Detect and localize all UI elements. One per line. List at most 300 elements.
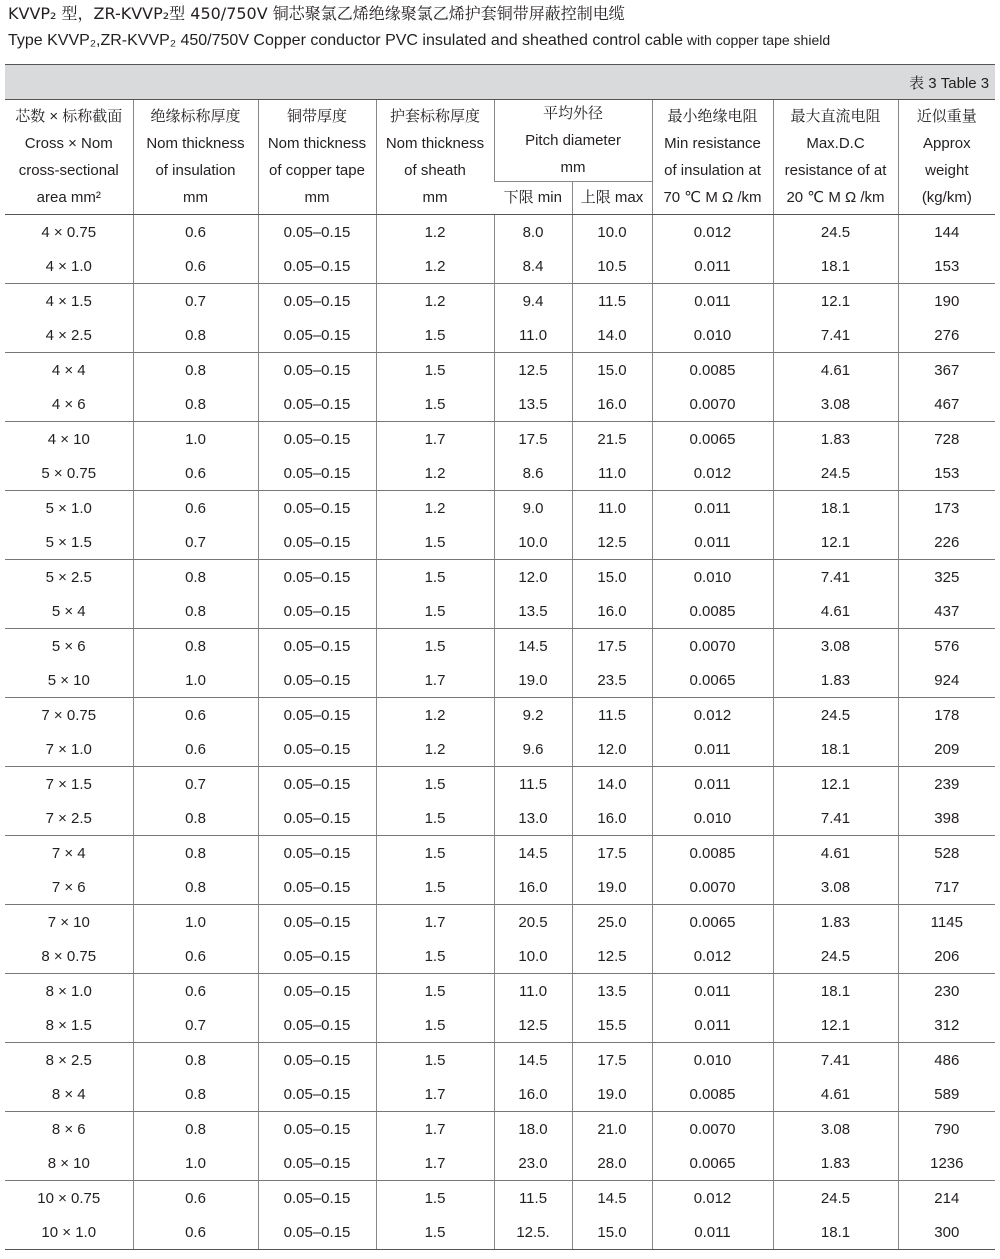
cell-sheath: 1.2 <box>376 698 494 733</box>
cell-sheath: 1.5 <box>376 1043 494 1078</box>
cell-cross-section: 8 × 0.75 <box>5 939 133 974</box>
cell-diameter-max: 23.5 <box>572 663 652 698</box>
cell-cross-section: 8 × 1.5 <box>5 1008 133 1043</box>
cell-weight: 239 <box>898 767 995 802</box>
header-diameter-max: 上限 max <box>572 182 652 215</box>
cell-insulation: 0.8 <box>133 801 258 836</box>
cell-insulation: 0.8 <box>133 353 258 388</box>
cell-min-resistance: 0.011 <box>652 1008 773 1043</box>
header-pitch-diameter: 平均外径 Pitch diameter mm <box>494 100 652 182</box>
cell-min-resistance: 0.0070 <box>652 387 773 422</box>
cell-diameter-max: 14.0 <box>572 767 652 802</box>
cell-min-resistance: 0.010 <box>652 1043 773 1078</box>
cell-copper-tape: 0.05–0.15 <box>258 353 376 388</box>
cell-diameter-max: 14.5 <box>572 1181 652 1216</box>
cell-sheath: 1.2 <box>376 491 494 526</box>
table-row <box>5 1146 995 1181</box>
cell-cross-section: 5 × 4 <box>5 594 133 629</box>
cell-min-resistance: 0.010 <box>652 560 773 595</box>
cell-min-resistance: 0.0070 <box>652 629 773 664</box>
cell-weight: 276 <box>898 318 995 353</box>
table-row <box>5 836 995 871</box>
cell-max-dc-resistance: 18.1 <box>773 974 898 1009</box>
cell-sheath: 1.5 <box>376 629 494 664</box>
cell-sheath: 1.2 <box>376 284 494 319</box>
cell-cross-section: 10 × 1.0 <box>5 1215 133 1250</box>
cell-max-dc-resistance: 3.08 <box>773 1112 898 1147</box>
cell-diameter-min: 8.0 <box>494 215 572 250</box>
cell-max-dc-resistance: 7.41 <box>773 560 898 595</box>
cell-max-dc-resistance: 12.1 <box>773 767 898 802</box>
cell-sheath: 1.5 <box>376 387 494 422</box>
cell-weight: 790 <box>898 1112 995 1147</box>
cell-sheath: 1.7 <box>376 1112 494 1147</box>
cell-sheath: 1.7 <box>376 663 494 698</box>
cell-weight: 209 <box>898 732 995 767</box>
cell-diameter-max: 21.5 <box>572 422 652 457</box>
cell-diameter-min: 14.5 <box>494 836 572 871</box>
cell-diameter-min: 8.6 <box>494 456 572 491</box>
header-sheath-thickness: 护套标称厚度 Nom thickness of sheath mm <box>376 100 494 215</box>
cell-weight: 226 <box>898 525 995 560</box>
cell-cross-section: 8 × 2.5 <box>45 1051 92 1069</box>
cell-sheath: 1.5 <box>376 870 494 905</box>
cell-sheath: 1.5 <box>376 939 494 974</box>
cell-diameter-min: 11.5 <box>494 1181 572 1216</box>
cell-sheath: 1.5 <box>376 594 494 629</box>
cell-cross-section: 7 × 2.5 <box>5 801 133 836</box>
cell-diameter-max: 16.0 <box>572 594 652 629</box>
cell-sheath: 1.5 <box>376 1181 494 1216</box>
cell-cross-section: 4 × 10 <box>47 430 90 448</box>
cell-copper-tape: 0.05–0.15 <box>258 974 376 1009</box>
document-title-en <box>8 28 830 53</box>
cell-copper-tape: 0.05–0.15 <box>258 387 376 422</box>
cell-weight: 300 <box>898 1215 995 1250</box>
table-row <box>5 905 995 940</box>
cell-cross-section: 7 × 10 <box>47 913 90 931</box>
cell-copper-tape: 0.05–0.15 <box>258 422 376 457</box>
header-diameter-min: 下限 min <box>494 182 572 215</box>
cell-diameter-min: 10.0 <box>494 525 572 560</box>
cell-max-dc-resistance: 7.41 <box>773 801 898 836</box>
cell-copper-tape: 0.05–0.15 <box>258 629 376 664</box>
cell-min-resistance: 0.012 <box>652 698 773 733</box>
cell-weight: 1236 <box>898 1146 995 1181</box>
cell-cross-section: 8 × 4 <box>5 1077 133 1112</box>
cell-max-dc-resistance: 1.83 <box>773 422 898 457</box>
cell-copper-tape: 0.05–0.15 <box>258 318 376 353</box>
cell-max-dc-resistance: 4.61 <box>773 836 898 871</box>
cell-sheath: 1.2 <box>376 215 494 250</box>
cell-diameter-min: 20.5 <box>494 905 572 940</box>
cell-cross-section: 5 × 1.0 <box>45 499 92 517</box>
cell-copper-tape: 0.05–0.15 <box>258 1077 376 1112</box>
cell-cross-section: 5 × 10 <box>5 663 133 698</box>
cell-insulation: 1.0 <box>133 905 258 940</box>
table-row <box>5 801 995 836</box>
cell-weight: 367 <box>898 353 995 388</box>
cell-cross-section: 8 × 10 <box>5 1146 133 1181</box>
cell-diameter-min: 16.0 <box>494 1077 572 1112</box>
cell-sheath: 1.7 <box>376 1077 494 1112</box>
cell-sheath: 1.5 <box>376 801 494 836</box>
cell-insulation: 0.6 <box>133 215 258 250</box>
cell-sheath: 1.5 <box>376 560 494 595</box>
cell-max-dc-resistance: 3.08 <box>773 629 898 664</box>
cell-max-dc-resistance: 24.5 <box>773 215 898 250</box>
cell-weight: 190 <box>898 284 995 319</box>
cell-cross-section: 4 × 2.5 <box>5 318 133 353</box>
cell-diameter-max: 15.5 <box>572 1008 652 1043</box>
cell-sheath: 1.5 <box>376 836 494 871</box>
cell-copper-tape: 0.05–0.15 <box>258 1008 376 1043</box>
cell-insulation: 1.0 <box>133 422 258 457</box>
cell-min-resistance: 0.0085 <box>652 836 773 871</box>
cell-diameter-min: 14.5 <box>494 1043 572 1078</box>
header-copper-tape-thickness: 铜带厚度 Nom thickness of copper tape mm <box>258 100 376 215</box>
cell-insulation: 0.7 <box>133 767 258 802</box>
cell-insulation: 0.6 <box>133 698 258 733</box>
cell-copper-tape: 0.05–0.15 <box>258 491 376 526</box>
cell-copper-tape: 0.05–0.15 <box>258 1043 376 1078</box>
cell-copper-tape: 0.05–0.15 <box>258 836 376 871</box>
cell-insulation: 0.8 <box>133 836 258 871</box>
table-row <box>5 1008 995 1043</box>
cell-max-dc-resistance: 18.1 <box>773 249 898 284</box>
cell-diameter-max: 12.0 <box>572 732 652 767</box>
cell-cross-section: 7 × 1.5 <box>45 775 92 793</box>
cell-insulation: 0.6 <box>133 732 258 767</box>
cell-diameter-min: 12.5 <box>494 1008 572 1043</box>
table-row <box>5 525 995 560</box>
cell-min-resistance: 0.012 <box>652 456 773 491</box>
cell-sheath: 1.2 <box>376 456 494 491</box>
cell-min-resistance: 0.0085 <box>652 1077 773 1112</box>
cell-diameter-max: 10.0 <box>572 215 652 250</box>
cell-weight: 467 <box>898 387 995 422</box>
cell-diameter-max: 28.0 <box>572 1146 652 1181</box>
cell-diameter-min: 9.6 <box>494 732 572 767</box>
cell-min-resistance: 0.011 <box>652 284 773 319</box>
cell-diameter-max: 19.0 <box>572 870 652 905</box>
table-row <box>5 215 995 250</box>
cell-sheath: 1.5 <box>376 1215 494 1250</box>
spec-table <box>5 64 995 1250</box>
cell-weight: 528 <box>898 836 995 871</box>
table-row <box>5 1112 995 1147</box>
cell-sheath: 1.7 <box>376 422 494 457</box>
cell-weight: 206 <box>898 939 995 974</box>
cell-insulation: 0.8 <box>133 387 258 422</box>
header-cross-section: 芯数 × 标称截面 Cross × Nom cross-sectional area mm² <box>5 100 133 215</box>
cell-max-dc-resistance: 1.83 <box>773 1146 898 1181</box>
table-row <box>5 491 995 526</box>
cell-copper-tape: 0.05–0.15 <box>258 870 376 905</box>
cell-cross-section: 4 × 1.5 <box>45 292 92 310</box>
cell-diameter-max: 12.5 <box>572 939 652 974</box>
cell-copper-tape: 0.05–0.15 <box>258 215 376 250</box>
title-en-tail: with copper tape shield <box>683 32 831 48</box>
cell-diameter-min: 8.4 <box>494 249 572 284</box>
cell-diameter-max: 11.0 <box>572 456 652 491</box>
cell-cross-section: 5 × 0.75 <box>5 456 133 491</box>
cell-min-resistance: 0.011 <box>652 249 773 284</box>
cell-sheath: 1.5 <box>376 974 494 1009</box>
cell-min-resistance: 0.0065 <box>652 905 773 940</box>
cell-max-dc-resistance: 24.5 <box>773 939 898 974</box>
table-caption: 表 3 Table 3 <box>5 65 995 100</box>
cell-insulation: 1.0 <box>133 663 258 698</box>
cell-cross-section: 8 × 1.0 <box>45 982 92 1000</box>
cell-max-dc-resistance: 12.1 <box>773 284 898 319</box>
cell-insulation: 0.8 <box>133 1043 258 1078</box>
cell-cross-section: 7 × 0.75 <box>41 706 97 724</box>
cell-copper-tape: 0.05–0.15 <box>258 594 376 629</box>
cell-diameter-max: 17.5 <box>572 1043 652 1078</box>
cell-min-resistance: 0.011 <box>652 732 773 767</box>
cell-max-dc-resistance: 1.83 <box>773 905 898 940</box>
cell-insulation: 0.8 <box>133 870 258 905</box>
cell-weight: 153 <box>898 456 995 491</box>
cell-min-resistance: 0.011 <box>652 974 773 1009</box>
cell-insulation: 0.7 <box>133 525 258 560</box>
cell-max-dc-resistance: 3.08 <box>773 870 898 905</box>
table-row <box>5 870 995 905</box>
table-body <box>5 215 995 1250</box>
cell-cross-section: 4 × 4 <box>51 361 86 379</box>
cell-min-resistance: 0.012 <box>652 215 773 250</box>
cell-weight: 178 <box>898 698 995 733</box>
title-en-main: Type KVVP₂,ZR-KVVP₂ 450/750V Copper conductor PVC insulated and sheathed control cable <box>8 32 684 49</box>
cell-diameter-max: 11.0 <box>572 491 652 526</box>
cell-min-resistance: 0.012 <box>652 939 773 974</box>
cell-diameter-min: 19.0 <box>494 663 572 698</box>
cell-insulation: 0.8 <box>133 560 258 595</box>
table-row <box>5 732 995 767</box>
cell-diameter-min: 18.0 <box>494 1112 572 1147</box>
header-approx-weight: 近似重量 Approx weight (kg/km) <box>898 100 995 215</box>
table-row <box>5 594 995 629</box>
cell-insulation: 0.8 <box>133 318 258 353</box>
cell-min-resistance: 0.011 <box>652 525 773 560</box>
cell-diameter-min: 11.0 <box>494 974 572 1009</box>
cell-diameter-max: 15.0 <box>572 1215 652 1250</box>
cell-max-dc-resistance: 1.83 <box>773 663 898 698</box>
table-row <box>5 767 995 802</box>
cell-max-dc-resistance: 4.61 <box>773 353 898 388</box>
cell-max-dc-resistance: 4.61 <box>773 594 898 629</box>
cell-copper-tape: 0.05–0.15 <box>258 698 376 733</box>
cell-diameter-max: 19.0 <box>572 1077 652 1112</box>
cell-copper-tape: 0.05–0.15 <box>258 905 376 940</box>
cell-sheath: 1.5 <box>376 1008 494 1043</box>
cell-diameter-min: 12.0 <box>494 560 572 595</box>
cell-copper-tape: 0.05–0.15 <box>258 732 376 767</box>
cell-insulation: 0.6 <box>133 939 258 974</box>
cell-cross-section: 10 × 0.75 <box>37 1189 101 1207</box>
cell-max-dc-resistance: 24.5 <box>773 698 898 733</box>
table-row <box>5 1077 995 1112</box>
cell-diameter-max: 25.0 <box>572 905 652 940</box>
cell-copper-tape: 0.05–0.15 <box>258 284 376 319</box>
cell-min-resistance: 0.0070 <box>652 870 773 905</box>
cell-max-dc-resistance: 4.61 <box>773 1077 898 1112</box>
cell-insulation: 0.7 <box>133 1008 258 1043</box>
cell-copper-tape: 0.05–0.15 <box>258 1146 376 1181</box>
cell-cross-section: 5 × 6 <box>51 637 86 655</box>
cell-diameter-min: 14.5 <box>494 629 572 664</box>
cell-diameter-min: 13.5 <box>494 387 572 422</box>
cell-min-resistance: 0.011 <box>652 491 773 526</box>
cell-diameter-max: 16.0 <box>572 387 652 422</box>
cell-cross-section: 7 × 6 <box>5 870 133 905</box>
cell-insulation: 0.8 <box>133 594 258 629</box>
header-max-dc-resistance: 最大直流电阻 Max.D.C resistance of at 20 ℃ M Ω /km <box>773 100 898 215</box>
cell-sheath: 1.5 <box>376 353 494 388</box>
cell-insulation: 1.0 <box>133 1146 258 1181</box>
cell-min-resistance: 0.0065 <box>652 1146 773 1181</box>
table-row <box>5 939 995 974</box>
cell-cross-section: 4 × 0.75 <box>41 223 97 241</box>
cell-diameter-max: 10.5 <box>572 249 652 284</box>
cell-insulation: 0.6 <box>133 249 258 284</box>
cell-diameter-min: 9.4 <box>494 284 572 319</box>
spec-table-container <box>5 64 995 1250</box>
table-row <box>5 387 995 422</box>
document-title-cn: KVVP₂ 型，ZR-KVVP₂型 450/750V 铜芯聚氯乙烯绝缘聚氯乙烯护套铜带屏蔽控制电缆 <box>8 4 625 23</box>
cell-min-resistance: 0.0085 <box>652 353 773 388</box>
cell-insulation: 0.8 <box>133 1112 258 1147</box>
header-insulation-thickness: 绝缘标称厚度 Nom thickness of insulation mm <box>133 100 258 215</box>
cell-copper-tape: 0.05–0.15 <box>258 767 376 802</box>
cell-sheath: 1.7 <box>376 1146 494 1181</box>
cell-weight: 717 <box>898 870 995 905</box>
table-row <box>5 422 995 457</box>
header-row <box>5 100 995 182</box>
cell-insulation: 0.6 <box>133 491 258 526</box>
cell-max-dc-resistance: 12.1 <box>773 1008 898 1043</box>
table-row <box>5 1043 995 1078</box>
cell-copper-tape: 0.05–0.15 <box>258 1215 376 1250</box>
cell-weight: 214 <box>898 1181 995 1216</box>
cell-max-dc-resistance: 7.41 <box>773 1043 898 1078</box>
cell-weight: 312 <box>898 1008 995 1043</box>
cell-diameter-max: 12.5 <box>572 525 652 560</box>
cell-copper-tape: 0.05–0.15 <box>258 663 376 698</box>
cell-diameter-min: 9.2 <box>494 698 572 733</box>
cell-weight: 924 <box>898 663 995 698</box>
cell-sheath: 1.5 <box>376 318 494 353</box>
cell-cross-section: 7 × 4 <box>51 844 86 862</box>
cell-copper-tape: 0.05–0.15 <box>258 525 376 560</box>
table-row <box>5 249 995 284</box>
header-min-insulation-resistance: 最小绝缘电阻 Min resistance of insulation at 70 ℃ M Ω /km <box>652 100 773 215</box>
cell-min-resistance: 0.0065 <box>652 422 773 457</box>
cell-max-dc-resistance: 24.5 <box>773 1181 898 1216</box>
cell-insulation: 0.6 <box>133 1181 258 1216</box>
cell-insulation: 0.6 <box>133 456 258 491</box>
cell-insulation: 0.6 <box>133 974 258 1009</box>
cell-diameter-max: 13.5 <box>572 974 652 1009</box>
cell-min-resistance: 0.010 <box>652 318 773 353</box>
table-row <box>5 456 995 491</box>
cell-diameter-max: 15.0 <box>572 560 652 595</box>
table-row <box>5 353 995 388</box>
cell-diameter-min: 11.5 <box>494 767 572 802</box>
cell-weight: 230 <box>898 974 995 1009</box>
cell-insulation: 0.8 <box>133 1077 258 1112</box>
cell-cross-section: 4 × 1.0 <box>5 249 133 284</box>
cell-max-dc-resistance: 24.5 <box>773 456 898 491</box>
cell-copper-tape: 0.05–0.15 <box>258 939 376 974</box>
cell-diameter-min: 13.5 <box>494 594 572 629</box>
cell-diameter-max: 17.5 <box>572 836 652 871</box>
table-row <box>5 318 995 353</box>
table-row <box>5 560 995 595</box>
cell-diameter-max: 11.5 <box>572 698 652 733</box>
cell-sheath: 1.7 <box>376 905 494 940</box>
cell-weight: 728 <box>898 422 995 457</box>
table-row <box>5 1181 995 1216</box>
table-row <box>5 629 995 664</box>
cell-diameter-min: 9.0 <box>494 491 572 526</box>
cell-max-dc-resistance: 12.1 <box>773 525 898 560</box>
table-row <box>5 1215 995 1250</box>
cell-copper-tape: 0.05–0.15 <box>258 1181 376 1216</box>
cell-min-resistance: 0.0070 <box>652 1112 773 1147</box>
cell-min-resistance: 0.0085 <box>652 594 773 629</box>
cell-weight: 398 <box>898 801 995 836</box>
cell-weight: 486 <box>898 1043 995 1078</box>
cell-diameter-max: 16.0 <box>572 801 652 836</box>
cell-weight: 576 <box>898 629 995 664</box>
cell-diameter-max: 21.0 <box>572 1112 652 1147</box>
table-row <box>5 663 995 698</box>
cell-sheath: 1.2 <box>376 249 494 284</box>
cell-copper-tape: 0.05–0.15 <box>258 560 376 595</box>
cell-diameter-max: 15.0 <box>572 353 652 388</box>
cell-diameter-min: 12.5 <box>494 353 572 388</box>
table-row <box>5 284 995 319</box>
table-row <box>5 698 995 733</box>
cell-diameter-max: 11.5 <box>572 284 652 319</box>
cell-insulation: 0.6 <box>133 1215 258 1250</box>
cell-min-resistance: 0.012 <box>652 1181 773 1216</box>
cell-max-dc-resistance: 3.08 <box>773 387 898 422</box>
cell-min-resistance: 0.011 <box>652 1215 773 1250</box>
cell-weight: 325 <box>898 560 995 595</box>
cell-max-dc-resistance: 7.41 <box>773 318 898 353</box>
cell-diameter-min: 16.0 <box>494 870 572 905</box>
cell-diameter-min: 13.0 <box>494 801 572 836</box>
cell-sheath: 1.2 <box>376 732 494 767</box>
cell-insulation: 0.8 <box>133 629 258 664</box>
table-caption-row <box>5 65 995 100</box>
cell-diameter-min: 12.5. <box>494 1215 572 1250</box>
cell-cross-section: 8 × 6 <box>51 1120 86 1138</box>
cell-copper-tape: 0.05–0.15 <box>258 801 376 836</box>
cell-cross-section: 7 × 1.0 <box>5 732 133 767</box>
cell-max-dc-resistance: 18.1 <box>773 491 898 526</box>
cell-diameter-min: 23.0 <box>494 1146 572 1181</box>
cell-diameter-min: 17.5 <box>494 422 572 457</box>
cell-sheath: 1.5 <box>376 525 494 560</box>
cell-copper-tape: 0.05–0.15 <box>258 1112 376 1147</box>
cell-diameter-max: 17.5 <box>572 629 652 664</box>
cell-weight: 153 <box>898 249 995 284</box>
cell-insulation: 0.7 <box>133 284 258 319</box>
